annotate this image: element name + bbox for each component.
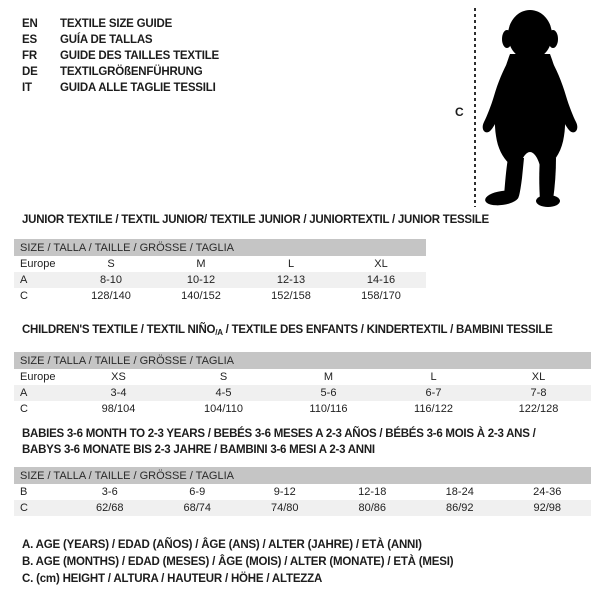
childrens-section-title: [22, 322, 591, 341]
height-measure-label: C: [455, 105, 464, 119]
size-cell: 4-5: [171, 385, 276, 401]
babies-section-title-line2: BABYS 3-6 MONATE BIS 2-3 JAHRE / BAMBINI 3-6 MESI A 2-3 ANNI: [22, 444, 375, 456]
row-label: B: [20, 486, 28, 498]
size-cell: 8-10: [66, 272, 156, 288]
size-cell: 3-6: [101, 486, 118, 498]
language-title: GUÍA DE TALLAS: [60, 34, 153, 46]
size-header-row: [14, 467, 591, 484]
junior-textile-section: [14, 212, 489, 304]
size-cell: 80/86: [329, 500, 417, 516]
size-cell: 14-16: [336, 272, 426, 288]
size-cell: 9-12: [273, 486, 296, 498]
language-row: [22, 16, 219, 32]
language-row: [22, 80, 219, 96]
row-label: A: [14, 385, 66, 401]
size-cell: 10-12: [156, 272, 246, 288]
babies-size-table: [14, 467, 591, 516]
size-cell: 24-36: [533, 486, 562, 498]
language-row: [22, 64, 219, 80]
language-code: ES: [22, 34, 37, 46]
language-title: TEXTILGRÖßENFÜHRUNG: [60, 66, 203, 78]
baby-silhouette-icon: [480, 8, 595, 210]
size-cell: S: [219, 371, 228, 383]
size-cell: 110/116: [309, 403, 348, 415]
row-label: Europe: [20, 371, 56, 383]
size-cell: 7-8: [486, 385, 591, 401]
size-cell: 18-24: [445, 486, 474, 498]
legend-line-b: B. AGE (MONTHS) / EDAD (MESES) / ÂGE (MOIS) / ALTER (MONATE) / ETÀ (MESI): [22, 556, 454, 568]
size-cell: 140/152: [181, 290, 221, 302]
row-label: C: [20, 403, 28, 415]
language-title: GUIDE DES TAILLES TEXTILE: [60, 50, 219, 62]
size-cell: S: [107, 258, 115, 270]
table-row: [14, 256, 426, 272]
language-code: IT: [22, 82, 32, 94]
size-cell: M: [196, 258, 206, 270]
language-title: TEXTILE SIZE GUIDE: [60, 18, 173, 30]
table-row: [14, 500, 591, 516]
size-header-row: [14, 352, 591, 369]
size-cell: 158/170: [361, 290, 401, 302]
size-cell: 12-13: [246, 272, 336, 288]
size-cell: XS: [111, 371, 126, 383]
size-cell: 62/68: [66, 500, 154, 516]
size-cell: 116/122: [414, 403, 453, 415]
title-text: / TEXTILE DES ENFANTS / KINDERTEXTIL / BAMBINI TESSILE: [222, 324, 553, 336]
size-header-cell: SIZE / TALLA / TAILLE / GRÖSSE / TAGLIA: [14, 352, 591, 369]
size-cell: L: [430, 371, 437, 383]
size-cell: M: [323, 371, 334, 383]
size-cell: XL: [531, 371, 546, 383]
table-row: [14, 385, 591, 401]
size-header-row: [14, 239, 426, 256]
size-cell: 6-7: [381, 385, 486, 401]
size-cell: XL: [374, 258, 388, 270]
legend-line-c: C. (cm) HEIGHT / ALTURA / HAUTEUR / HÖHE / ALTEZZA: [22, 573, 323, 585]
language-row: [22, 48, 219, 64]
babies-section-title-line1: BABIES 3-6 MONTH TO 2-3 YEARS / BEBÉS 3-6 MESES A 2-3 AÑOS / BÉBÉS 3-6 MOIS À 2-3 ANS /: [22, 428, 536, 440]
language-title-list: [22, 16, 219, 96]
table-row: [14, 401, 591, 417]
language-code: FR: [22, 50, 37, 62]
size-cell: 152/158: [271, 290, 311, 302]
row-label: C: [20, 290, 28, 302]
size-cell: 74/80: [241, 500, 329, 516]
childrens-size-table: [14, 352, 591, 417]
babies-textile-section: [14, 426, 591, 516]
size-cell: 5-6: [276, 385, 381, 401]
title-text: CHILDREN'S TEXTILE / TEXTIL NIÑO: [22, 324, 216, 336]
table-row: [14, 272, 426, 288]
table-row: [14, 288, 426, 304]
junior-section-title: JUNIOR TEXTILE / TEXTIL JUNIOR/ TEXTILE JUNIOR / JUNIORTEXTIL / JUNIOR TESSILE: [22, 214, 489, 226]
language-title: GUIDA ALLE TAGLIE TESSILI: [60, 82, 216, 94]
table-row: [14, 369, 591, 385]
size-cell: 6-9: [189, 486, 206, 498]
measurement-legend: [22, 537, 453, 588]
size-header-cell: SIZE / TALLA / TAILLE / GRÖSSE / TAGLIA: [14, 239, 426, 256]
size-cell: 92/98: [504, 500, 592, 516]
childrens-textile-section: [14, 322, 591, 417]
size-cell: 98/104: [101, 403, 136, 415]
size-cell: 86/92: [416, 500, 504, 516]
title-subscript: /A: [215, 328, 223, 337]
legend-line-a: A. AGE (YEARS) / EDAD (AÑOS) / ÂGE (ANS) / ALTER (JAHRE) / ETÀ (ANNI): [22, 539, 422, 551]
size-cell: 104/110: [204, 403, 243, 415]
row-label: A: [14, 272, 66, 288]
table-row: [14, 484, 591, 500]
junior-size-table: [14, 239, 426, 304]
language-code: EN: [22, 18, 38, 30]
size-cell: L: [287, 258, 295, 270]
size-cell: 128/140: [91, 290, 131, 302]
language-code: DE: [22, 66, 38, 78]
size-cell: 12-18: [358, 486, 387, 498]
size-cell: 68/74: [154, 500, 242, 516]
size-cell: 122/128: [518, 403, 559, 415]
size-cell: 3-4: [66, 385, 171, 401]
row-label: C: [14, 500, 66, 516]
language-row: [22, 32, 219, 48]
size-header-cell: SIZE / TALLA / TAILLE / GRÖSSE / TAGLIA: [14, 467, 591, 484]
height-dashed-line: [474, 8, 476, 207]
row-label: Europe: [20, 258, 56, 270]
